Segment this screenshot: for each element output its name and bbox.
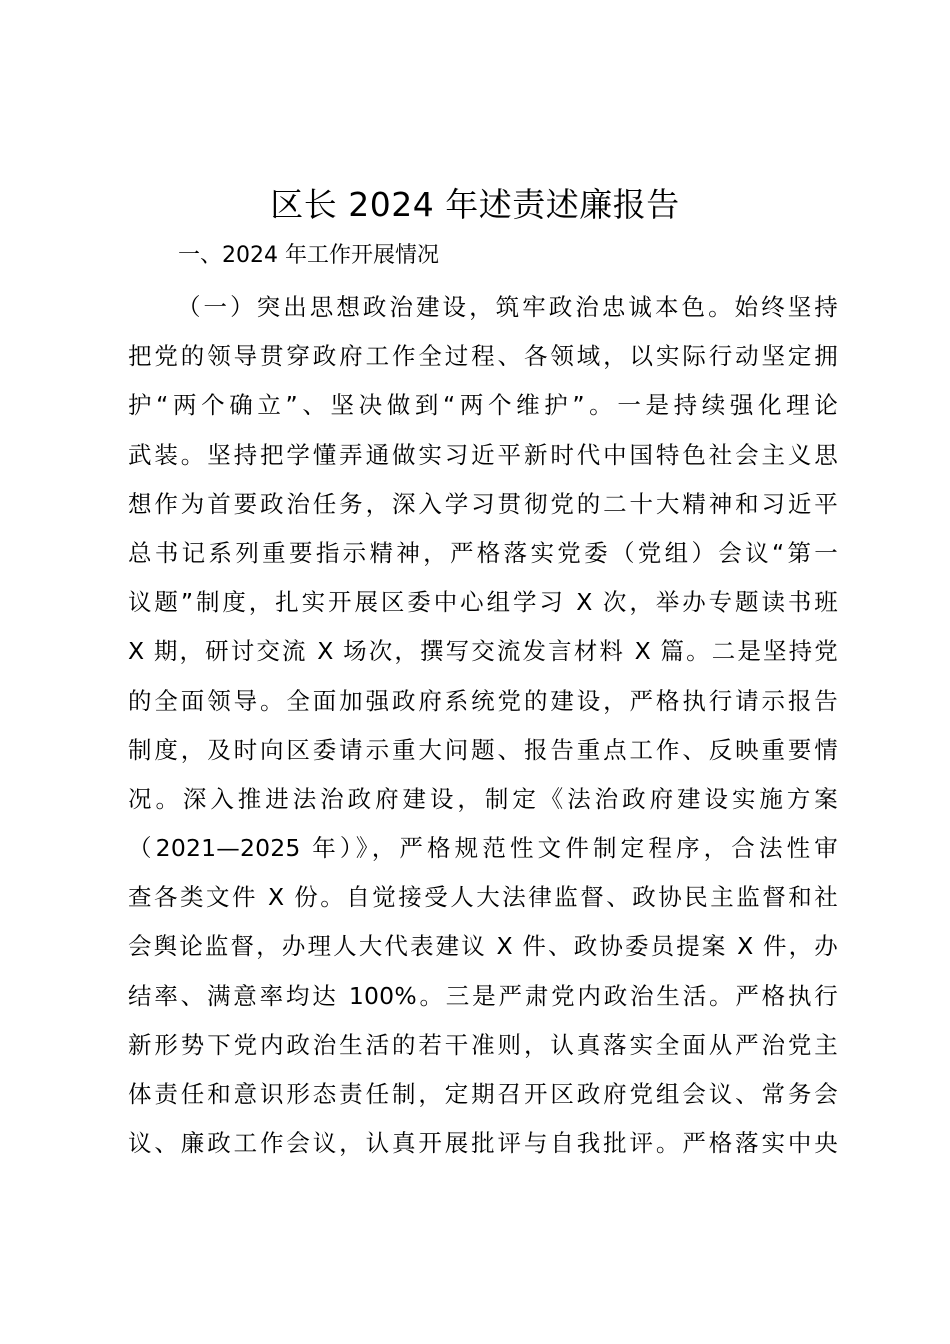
paragraph-line: 议题”制度，扎实开展区委中心组学习 X 次，举办专题读书班 xyxy=(128,588,838,617)
paragraph-line: 查各类文件 X 份。自觉接受人大法律监督、政协民主监督和社 xyxy=(128,883,838,912)
paragraph-line: 想作为首要政治任务，深入学习贯彻党的二十大精神和习近平 xyxy=(128,489,838,518)
paragraph-line: 制度，及时向区委请示重大问题、报告重点工作、反映重要情 xyxy=(128,735,838,764)
paragraph-line: 体责任和意识形态责任制，定期召开区政府党组会议、常务会 xyxy=(128,1080,838,1108)
paragraph-line: 把党的领导贯穿政府工作全过程、各领域，以实际行动坚定拥 xyxy=(128,342,838,371)
paragraph-line: 况。深入推进法治政府建设，制定《法治政府建设实施方案 xyxy=(128,784,838,813)
paragraph-line: 武装。坚持把学懂弄通做实习近平新时代中国特色社会主义思 xyxy=(128,440,838,469)
paragraph-line: （2021—2025 年）》，严格规范性文件制定程序，合法性审 xyxy=(128,834,838,863)
document-title: 区长 2024 年述责述廉报告 xyxy=(270,185,680,224)
paragraph-line: 议、廉政工作会议，认真开展批评与自我批评。严格落实中央 xyxy=(128,1129,838,1158)
paragraph-line: 总书记系列重要指示精神，严格落实党委（党组）会议“第一 xyxy=(128,538,838,567)
paragraph-line: 会舆论监督，办理人大代表建议 X 件、政协委员提案 X 件，办 xyxy=(128,932,838,961)
paragraph-line: 的全面领导。全面加强政府系统党的建设，严格执行请示报告 xyxy=(128,686,838,715)
paragraph-line: 结率、满意率均达 100%。三是严肃党内政治生活。严格执行 xyxy=(128,981,838,1010)
paragraph-line: 护“两个确立”、坚决做到“两个维护”。一是持续强化理论 xyxy=(128,391,838,420)
paragraph-line: （一）突出思想政治建设，筑牢政治忠诚本色。始终坚持 xyxy=(177,293,838,321)
section-heading: 一、2024 年工作开展情况 xyxy=(178,243,439,268)
body-paragraph xyxy=(128,283,838,1168)
paragraph-line: 新形势下党内政治生活的若干准则，认真落实全面从严治党主 xyxy=(128,1030,838,1059)
paragraph-line: X 期，研讨交流 X 场次，撰写交流发言材料 X 篇。二是坚持党 xyxy=(128,637,838,666)
